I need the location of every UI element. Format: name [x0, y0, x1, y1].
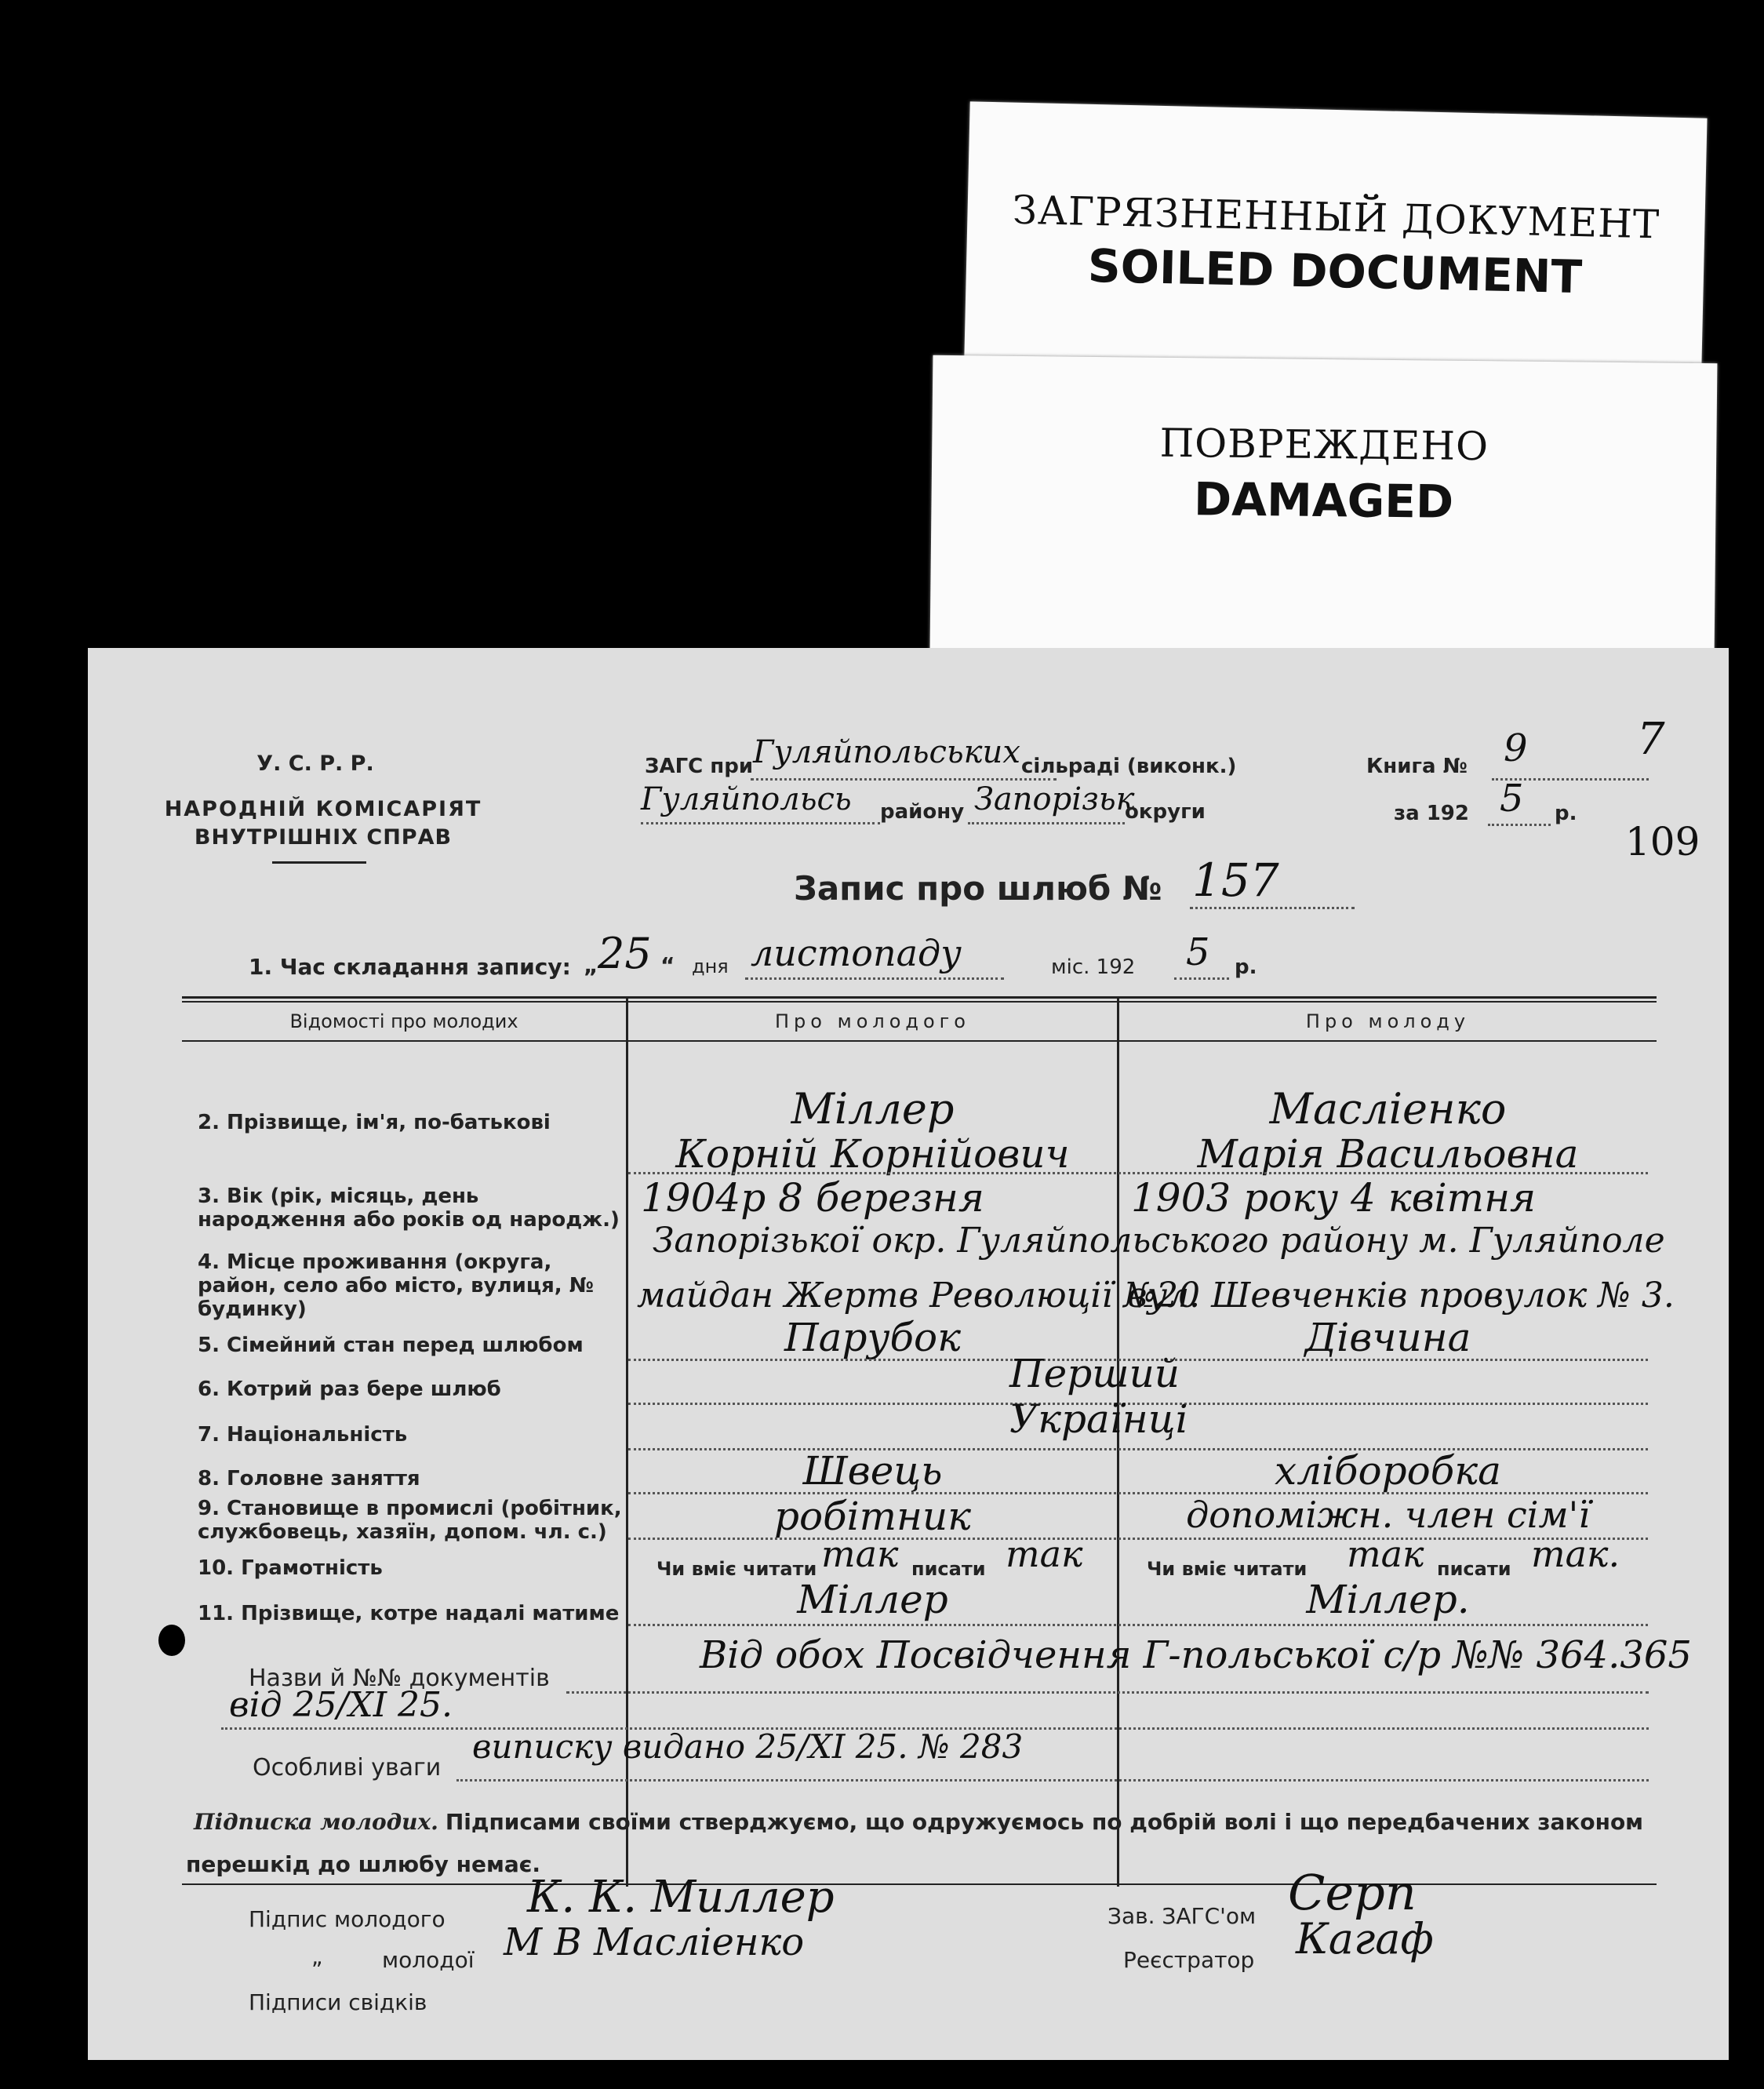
row-label-literacy: 10. Грамотність: [198, 1556, 383, 1580]
header-divider: [272, 861, 366, 864]
groom-status: Парубок: [784, 1315, 961, 1360]
registrar-label: Реєстратор: [1123, 1947, 1255, 1973]
row-label-name: 2. Прізвище, ім'я, по-батькові: [198, 1111, 551, 1134]
documents-label: Назви й №№ документів: [249, 1665, 550, 1692]
row-label-position: 9. Становище в промислі (робітник, службовець, хазяїн, допом. чл. с.): [198, 1497, 622, 1544]
declaration-lead: Підписка молодих.: [194, 1809, 438, 1835]
documents-dotline-1: [566, 1691, 1649, 1694]
remarks-label: Особливі уваги: [253, 1754, 442, 1781]
bride-signature-prefix: „: [311, 1944, 323, 1970]
time-close-quote: “: [660, 952, 675, 978]
zags-label: ЗАГС при: [645, 755, 754, 778]
zags-value: Гуляйпольських: [753, 734, 1020, 770]
okruha-label: округи: [1125, 800, 1206, 824]
row-position-dotline: [628, 1538, 1648, 1540]
residence-common: Запорізької окр. Гуляйпольського району м. Гуляйполе: [653, 1221, 1665, 1261]
bride-given-names: Марія Васильовна: [1197, 1131, 1579, 1177]
damaged-label-ru: ПОВРЕЖДЕНО: [1159, 420, 1489, 470]
groom-write-label: писати: [911, 1558, 986, 1580]
row-label-times: 6. Котрий раз бере шлюб: [198, 1378, 501, 1401]
table-top-rule-2: [182, 1001, 1657, 1003]
bride-signature: М В Масліенко: [504, 1920, 805, 1964]
groom-signature-label: Підпис молодого: [249, 1906, 446, 1932]
documents-value-2: від 25/XI 25.: [229, 1685, 453, 1725]
groom-residence: майдан Жертв Революції №20: [637, 1276, 1201, 1316]
damaged-label-en: DAMAGED: [1193, 472, 1454, 529]
bride-surname: Масліенко: [1269, 1084, 1507, 1134]
col-header-bride: Про молоду: [1305, 1010, 1471, 1032]
silradi-label: сільраді (виконк.): [1021, 755, 1237, 778]
row-label-nationality: 7. Національність: [198, 1423, 408, 1447]
bride-signature-label: молодої: [382, 1947, 475, 1973]
commissariat-line-1: НАРОДНІЙ КОМІСАРІЯТ: [164, 797, 482, 821]
time-open-quote: „: [584, 952, 598, 978]
time-suffix: р.: [1235, 955, 1257, 979]
bride-status: Дівчина: [1304, 1315, 1471, 1360]
row-future-surname-dotline: [628, 1624, 1648, 1626]
declaration-line-1: [194, 1809, 1643, 1835]
book-label: Книга №: [1366, 755, 1468, 778]
bride-write-value: так.: [1531, 1533, 1620, 1575]
bride-residence: вул. Шевченків провулок № 3.: [1127, 1276, 1675, 1316]
record-number: 157: [1192, 853, 1279, 907]
time-month-label: міс. 192: [1051, 955, 1136, 979]
zags-dotline: [751, 778, 1057, 781]
declaration-text-1: Підписами своїми стверджуємо, що одружуємось по добрій волі і що передбачених законом: [445, 1809, 1644, 1835]
year-label: за 192: [1394, 802, 1469, 825]
remarks-value: виписку видано 25/XI 25. № 283: [472, 1727, 1024, 1766]
okruha-value: Запорізьк: [974, 781, 1135, 817]
time-month: листопаду: [751, 932, 962, 974]
time-year: 5: [1186, 930, 1210, 974]
groom-read-label: Чи вміє читати: [656, 1558, 817, 1580]
marriage-record-form: [88, 648, 1729, 2060]
book-value: 9: [1504, 726, 1528, 770]
okruha-dotline: [968, 822, 1125, 824]
remarks-dotline: [456, 1779, 1649, 1781]
corner-number: 7: [1637, 714, 1665, 765]
groom-write-value: так: [1006, 1533, 1083, 1575]
commissariat-line-2: ВНУТРІШНІХ СПРАВ: [194, 825, 453, 850]
bride-future-surname: Міллер.: [1306, 1577, 1470, 1622]
row-label-age: 3. Вік (рік, місяць, день народження або років од народж.): [198, 1185, 620, 1232]
documents-value-1: Від обох Посвідчення Г-польської с/р №№ 364.365: [700, 1633, 1692, 1677]
year-value: 5: [1500, 777, 1524, 821]
groom-given-names: Корній Корнійович: [675, 1131, 1070, 1177]
groom-position: робітник: [773, 1494, 972, 1539]
year-suffix: р.: [1555, 802, 1577, 825]
groom-surname: Міллер: [791, 1084, 955, 1134]
raion-label: району: [880, 800, 965, 824]
groom-read-value: так: [821, 1533, 899, 1575]
ussr-label: У. С. Р. Р.: [256, 752, 374, 776]
bride-position: допоміжн. член сім'ї: [1186, 1494, 1590, 1536]
bride-read-value: так: [1347, 1533, 1424, 1575]
year-dotline: [1488, 824, 1551, 826]
side-number: 109: [1625, 819, 1700, 864]
table-top-rule: [182, 996, 1657, 999]
record-number-dotline: [1190, 907, 1355, 909]
punch-hole: [158, 1625, 185, 1656]
time-day: 25: [598, 929, 652, 978]
raion-dotline: [641, 822, 880, 824]
row-label-future-surname: 11. Прізвище, котре надалі матиме: [198, 1602, 620, 1625]
registrar-signature: Кагаф: [1296, 1914, 1434, 1963]
time-day-label: дня: [692, 955, 729, 977]
soiled-label-en: SOILED DOCUMENT: [1087, 238, 1583, 304]
table-header-rule: [182, 1040, 1657, 1042]
time-month-dotline: [745, 977, 1004, 980]
witness-signature-label: Підписи свідків: [249, 1989, 427, 2015]
col-header-groom: Про молодого: [775, 1010, 970, 1032]
bride-write-label: писати: [1437, 1558, 1511, 1580]
col-header-info: Відомості про молодих: [289, 1010, 518, 1032]
groom-birth: 1904р 8 березня: [641, 1175, 984, 1221]
bride-birth: 1903 року 4 квітня: [1131, 1175, 1537, 1221]
row-label-residence: 4. Місце проживання (округа, район, село або місто, вулиця, № будинку): [198, 1250, 595, 1321]
times-married: Перший: [1009, 1351, 1180, 1396]
row-label-status: 5. Сімейний стан перед шлюбом: [198, 1334, 584, 1357]
soiled-label-ru: ЗАГРЯЗНЕННЫЙ ДОКУМЕНТ: [1012, 187, 1660, 248]
bride-occupation: хліборобка: [1275, 1448, 1501, 1494]
table-bottom-rule: [182, 1883, 1657, 1885]
raion-value: Гуляйпольсь: [641, 781, 852, 817]
record-title: Запис про шлюб №: [794, 869, 1162, 908]
groom-occupation: Швець: [802, 1448, 943, 1494]
zags-head-signature: Серп: [1288, 1864, 1417, 1921]
time-label: 1. Час складання запису:: [249, 954, 571, 980]
nationality: Українці: [1009, 1396, 1188, 1442]
bride-read-label: Чи вміє читати: [1147, 1558, 1308, 1580]
groom-future-surname: Міллер: [797, 1577, 948, 1622]
zags-head-label: Зав. ЗАГС'ом: [1108, 1903, 1257, 1929]
row-name-dotline: [628, 1172, 1648, 1174]
declaration-text-2: перешкід до шлюбу немає.: [186, 1851, 541, 1877]
time-year-dotline: [1174, 977, 1229, 980]
groom-signature: К. К. Миллер: [527, 1872, 835, 1923]
row-label-occupation: 8. Головне заняття: [198, 1467, 420, 1490]
